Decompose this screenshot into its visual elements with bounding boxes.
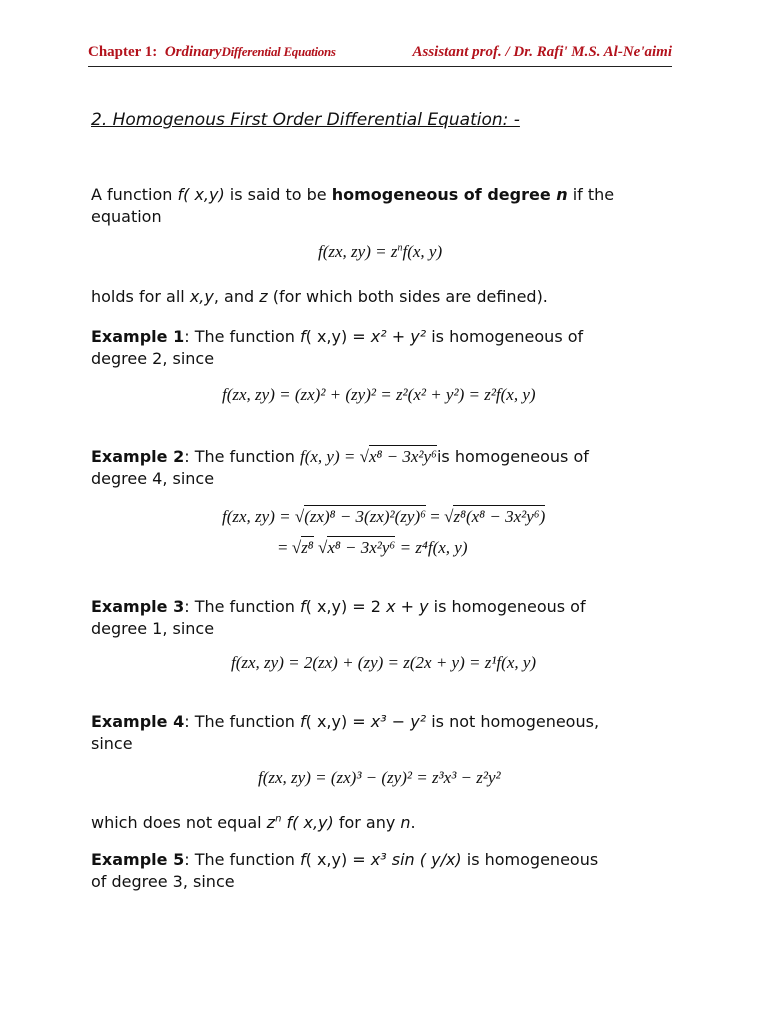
- example-1-line-1: [91, 326, 681, 348]
- example-1-eq: f(zx, zy) = (zx)² + (zy)² = z²(x² + y²) = z²f(x, y): [222, 385, 536, 404]
- chapter-ordinary: Ordinary: [164, 44, 222, 60]
- intro-n: n: [556, 185, 568, 204]
- example-3-expr: x + y: [386, 597, 429, 616]
- example-2-eq2-rad1: z⁸: [301, 538, 314, 557]
- example-2-equation-2: = √z⁸ √x⁸ − 3x²y⁶ = z⁴f(x, y): [278, 538, 468, 557]
- example-3-text-b: is homogeneous of: [428, 597, 586, 616]
- example-1-args: ( x,y) =: [305, 327, 371, 346]
- example-5-text-b: is homogeneous: [461, 850, 599, 869]
- example-4-after-z: z: [266, 813, 276, 832]
- example-3-text-a: : The function: [184, 597, 300, 616]
- example-3-label: Example 3: [91, 597, 185, 616]
- example-2-eq2-lead: =: [278, 538, 292, 557]
- example-1-equation: [222, 385, 536, 405]
- page-header: [88, 44, 672, 64]
- intro-text-b: is said to be: [224, 185, 332, 204]
- example-1-expr: x² + y²: [370, 327, 427, 346]
- example-2-label: Example 2: [91, 447, 185, 466]
- example-3-line-1: [91, 596, 681, 618]
- example-4-label: Example 4: [91, 712, 185, 731]
- intro-fn: f: [177, 185, 184, 204]
- example-4-after-end: .: [410, 813, 416, 832]
- holds-c: (for which both sides are defined).: [267, 287, 548, 306]
- example-2-eq1-rad1: (zx)⁸ − 3(zx)²(zy)⁶: [304, 507, 427, 526]
- example-4-line-2: since: [91, 734, 133, 753]
- holds-b: , and: [213, 287, 260, 306]
- example-5-expr: x³ sin ( y/x): [370, 850, 462, 869]
- example-5-args: ( x,y) =: [305, 850, 371, 869]
- example-2-text-b: is homogeneous of: [436, 447, 589, 466]
- intro-bold: homogeneous of degree: [331, 185, 557, 204]
- intro-line-1: [91, 184, 681, 206]
- example-5-line-2: of degree 3, since: [91, 872, 235, 891]
- section-title: 2. Homogenous First Order Differential Equation: -: [91, 110, 520, 130]
- example-2-eq2-rad2: x⁸ − 3x²y⁶: [327, 538, 396, 557]
- example-5-fn: f: [299, 850, 306, 869]
- example-2-eq1-rad2: z⁸(x⁸ − 3x²y⁶): [453, 507, 546, 526]
- example-4-args: ( x,y) =: [305, 712, 371, 731]
- example-5-line-1: [91, 849, 681, 871]
- header-rule: [88, 66, 672, 67]
- example-4-fn: f: [299, 712, 306, 731]
- intro-line-2: equation: [91, 207, 162, 226]
- example-1-line-2: degree 2, since: [91, 349, 215, 368]
- example-4-text-a: : The function: [184, 712, 300, 731]
- def-eq-lhs: f(zx, zy) = z: [318, 242, 398, 261]
- intro-text-c: if the: [567, 185, 615, 204]
- example-5-text-a: : The function: [184, 850, 300, 869]
- holds-line: [91, 286, 681, 308]
- example-4-expr: x³ − y²: [370, 712, 427, 731]
- example-2-inline-eq: f(x, y) = √x⁸ − 3x²y⁶: [299, 447, 437, 466]
- header-chapter: [88, 44, 336, 61]
- header-author: Assistant prof. / Dr. Rafi' M.S. Al-Ne'aimi: [412, 44, 672, 60]
- intro-args: ( x,y): [183, 185, 225, 204]
- example-1-text-a: : The function: [184, 327, 300, 346]
- def-eq-sup: n: [397, 242, 403, 254]
- example-4-equation: [258, 768, 501, 788]
- example-2-inline-rad: x⁸ − 3x²y⁶: [368, 447, 437, 466]
- example-1-text-b: is homogeneous of: [426, 327, 584, 346]
- example-4-after-fn: f( x,y): [281, 813, 334, 832]
- holds-z: z: [259, 287, 268, 306]
- example-2-eq2-tail: = z⁴f(x, y): [395, 538, 468, 557]
- example-3-equation: [231, 653, 536, 673]
- example-2-line-2: degree 4, since: [91, 469, 215, 488]
- example-4-after-a: which does not equal: [91, 813, 267, 832]
- example-5-label: Example 5: [91, 850, 185, 869]
- example-4-text-b: is not homogeneous,: [426, 712, 600, 731]
- example-2-eq1-lhs: f(zx, zy) =: [222, 507, 295, 526]
- intro-text: A function: [91, 185, 178, 204]
- example-3-eq: f(zx, zy) = 2(zx) + (zy) = z(2x + y) = z¹f(x, y): [231, 653, 537, 672]
- holds-a: holds for all: [91, 287, 190, 306]
- example-4-after-sup: n: [275, 813, 282, 825]
- example-2-line-1: [91, 446, 681, 468]
- example-3-line-2: degree 1, since: [91, 619, 215, 638]
- chapter-label: Chapter 1:: [88, 44, 158, 60]
- example-4-after-n: n: [400, 813, 411, 832]
- example-3-fn: f: [299, 597, 306, 616]
- example-2-text-a: : The function: [184, 447, 300, 466]
- example-4-line-1: [91, 711, 681, 733]
- example-2-equation-1: f(zx, zy) = √(zx)⁸ − 3(zx)²(zy)⁶ = √z⁸(x⁸ − 3x²y⁶): [222, 507, 546, 526]
- chapter-topic: Differential Equations: [221, 44, 336, 59]
- example-2-inline-lhs: f(x, y) =: [299, 447, 360, 466]
- example-2-eq1-mid: =: [426, 507, 445, 526]
- holds-xy: x,y: [189, 287, 214, 306]
- example-4-after: [91, 812, 681, 834]
- def-eq-tail: f(x, y): [402, 242, 443, 261]
- example-1-fn: f: [299, 327, 306, 346]
- example-4-eq: f(zx, zy) = (zx)³ − (zy)² = z³x³ − z²y²: [258, 768, 501, 787]
- definition-equation: [318, 242, 442, 262]
- example-4-after-b: for any: [333, 813, 401, 832]
- example-3-args: ( x,y) = 2: [305, 597, 387, 616]
- example-1-label: Example 1: [91, 327, 185, 346]
